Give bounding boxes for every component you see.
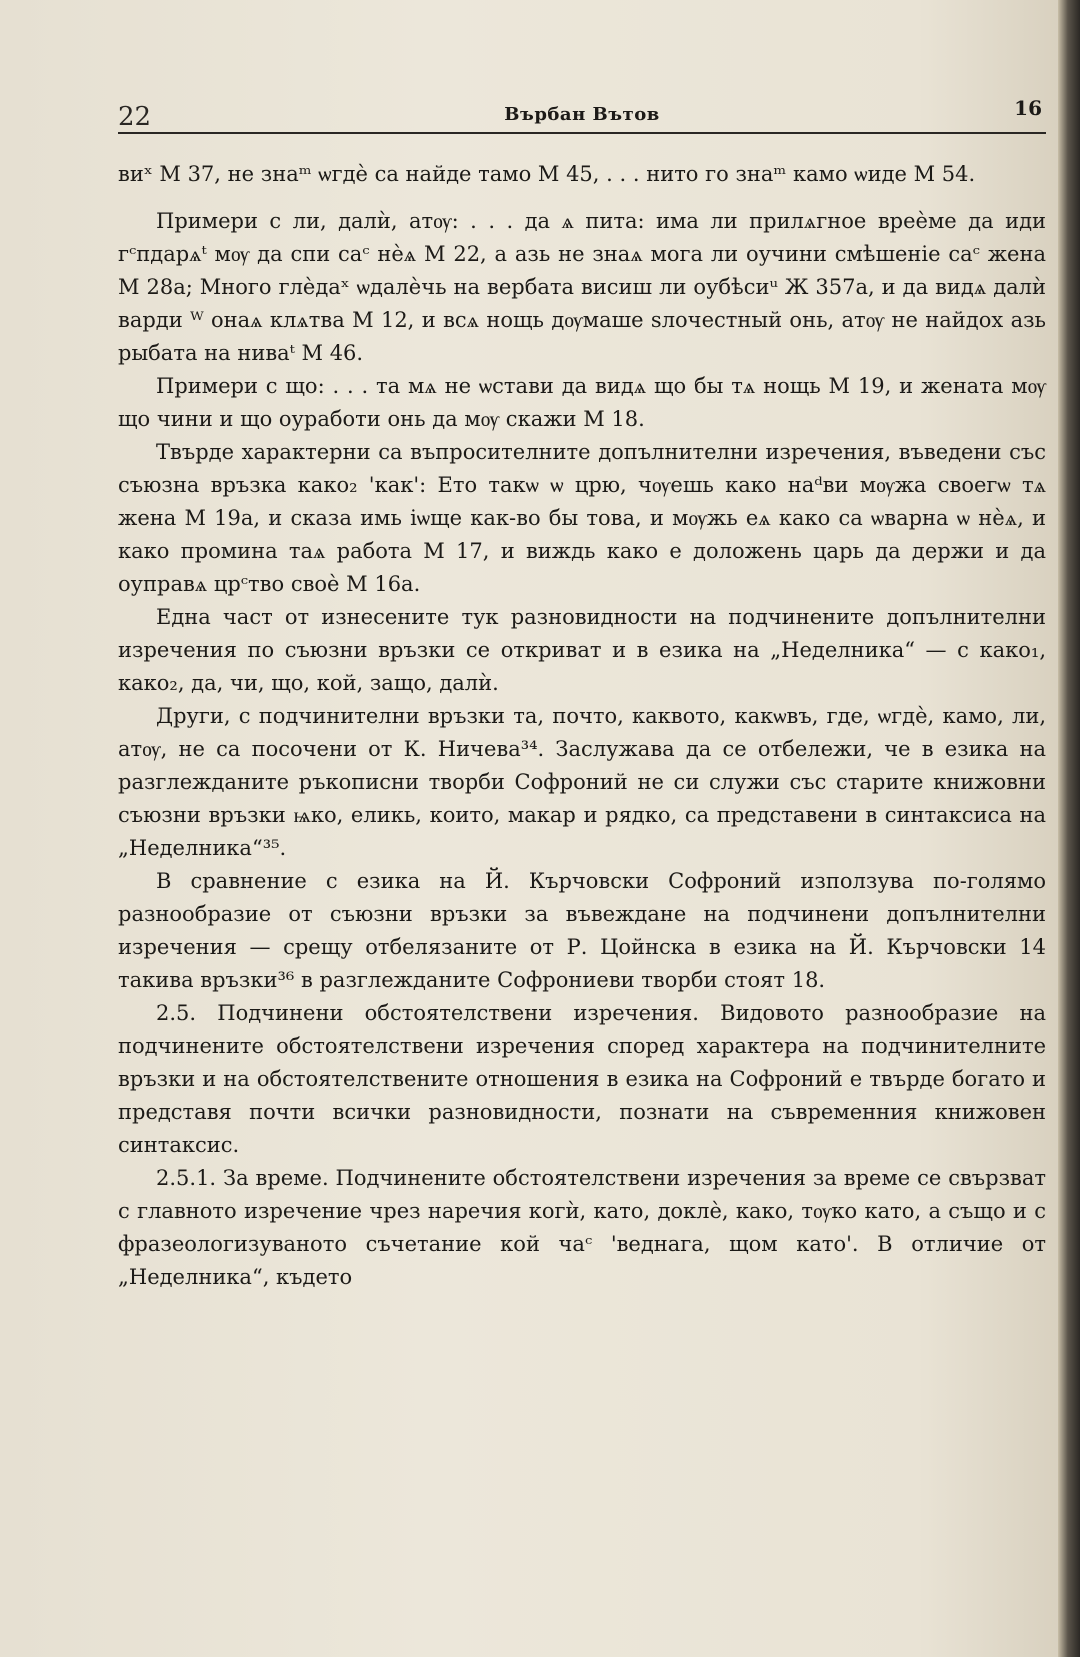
running-title: Върбан Вътов bbox=[504, 104, 660, 125]
paragraph: Други, с подчинителни връзки та, почто, каквото, какѡвъ, где, ѡгдѐ, камо, ли, атѹ, не са посочени от К. Ничева³⁴. Заслужава да се отбележи, че в езика на разглежданите ръкописни творби Софроний не си служи със старите книжовни съюзни връзки ѩко, еликь, които, макар и рядко, са представени в синтаксиса на „Неделника“³⁵. bbox=[118, 704, 1046, 860]
paragraph: Твърде характерни са въпросителните допълнителни изречения, въведени със съюзна връзка како₂ 'как': Ето такѡ ѡ црю, чѹешь како наᵈви мѹжа своегѡ тѧ жена М 19а, и сказа имь iѡще как-во бы това, и мѹжь еѧ како са ѡварна ѡ нѐѧ, и како промина таѧ работа М 17, и виждь како е доложень царь да держи и да оуправѧ црᶜтво своѐ М 16а. bbox=[118, 440, 1046, 596]
paragraph: Примери с ли, далѝ, атѹ: . . . да ѧ пита: има ли прилѧгное вреѐме да иди гᶜпдарѧᵗ мѹ да спи саᶜ нѐѧ М 22, а азь не знаѧ мога ли оучини смѣшенiе саᶜ жена М 28а; Много глѐдаˣ ѡдалѐчь на вербата висиш ли оубѣсиᵘ Ж 357а, и да видѧ далѝ варди ᵂ онаѧ клѧтва М 12, и всѧ нощь дѹмаше ѕлочестный онь, атѹ не найдох азь рыбата на ниваᵗ М 46. bbox=[118, 209, 1046, 365]
paragraph: В сравнение с езика на Й. Кърчовски Софроний използува по-голямо разнообразие от съюзни връзки за въвеждане на подчинени допълнителни изречения — срещу отбелязаните от Р. Цойнска в езика на Й. Кърчовски 14 такива връзки³⁶ в разглежданите Софрониеви творби стоят 18. bbox=[118, 869, 1046, 992]
header-rule bbox=[118, 132, 1046, 134]
paragraph: Примери с що: . . . та мѧ не ѡстави да видѧ що бы тѧ нощь М 19, и жената мѹ що чини и що оуработи онь да мѹ скажи М 18. bbox=[118, 374, 1046, 431]
page-number-left: 22 bbox=[118, 102, 152, 132]
paragraph: 2.5.1. За време. Подчинените обстоятелствени изречения за време се свързват с главното изречение чрез наречия когѝ, като, доклѐ, како, тѹко като, а също и с фразеологизуваното съчетание кой чаᶜ 'веднага, щом като'. В отличие от „Неделника“, където bbox=[118, 1166, 1046, 1289]
page-header bbox=[118, 92, 1046, 142]
paragraph: виˣ М 37, не знаᵐ ѡгдѐ са найде тамо М 45, . . . нито го знаᵐ камо ѡиде М 54. bbox=[118, 162, 976, 186]
body-text bbox=[118, 158, 1046, 1294]
paragraph: 2.5. Подчинени обстоятелствени изречения. Видовото разнообразие на подчинените обстоятелствени изречения според характера на подчинителните връзки и на обстоятелствените отношения в езика на Софроний е твърде богато и представя почти всички разновидности, познати на съвременния книжовен синтаксис. bbox=[118, 1001, 1046, 1157]
book-spine-edge bbox=[1058, 0, 1080, 1657]
page-number-right: 16 bbox=[1014, 96, 1042, 120]
paragraph: Една част от изнесените тук разновидности на подчинените допълнителни изречения по съюзни връзки се откриват и в езика на „Неделника“ — с како₁, како₂, да, чи, що, кой, защо, далѝ. bbox=[118, 605, 1046, 695]
